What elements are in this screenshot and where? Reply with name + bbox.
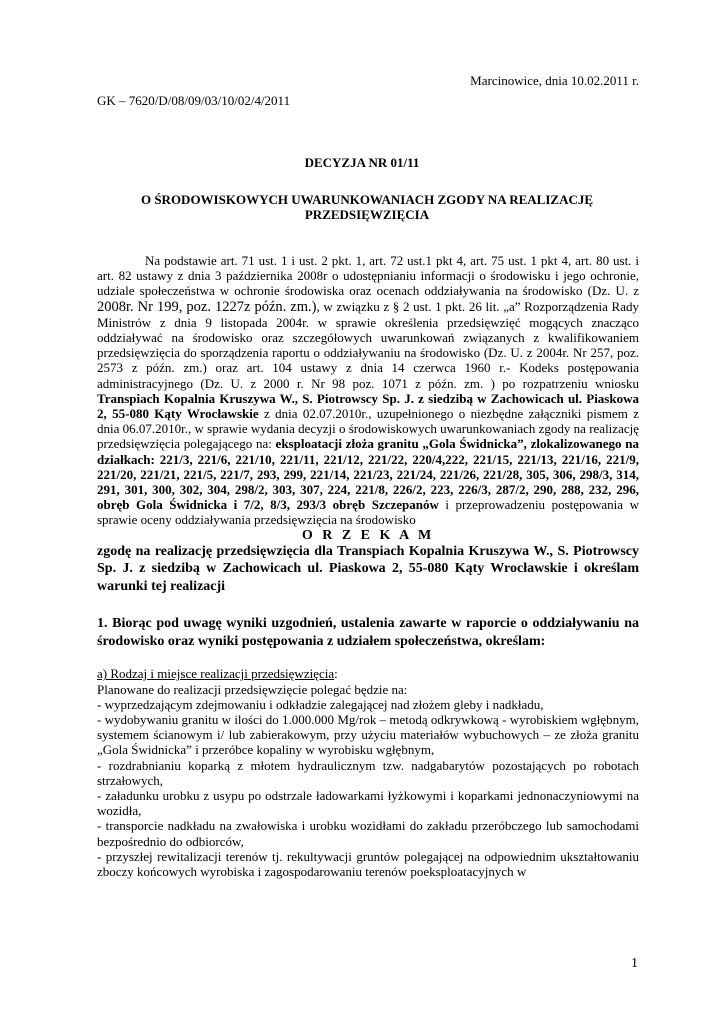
list-item: - załadunku urobku z usypu po odstrzale ładowarkami łyżkowymi i koparkami jednonaczyniowymi na wozidła, bbox=[97, 787, 639, 819]
subsection-a-title: a) Rodzaj i miejsce realizacji przedsięwzięcia bbox=[97, 666, 335, 682]
page-number: 1 bbox=[631, 956, 638, 971]
subsection-a-intro: Planowane do realizacji przedsięwzięcie polegać będzie na: bbox=[97, 681, 408, 697]
project-description: eksploatacji złoża granitu „Gola Świdnicka”, zlokalizowanego na działkach: 221/3, 221/6, 221/10, 221/11, 221/12, 221/22, 220/4,222, 221/15, 221/13, 221/16, 221/9, 221/20, 221/21, 221/5, 221/7, 293, 299, 221/14, 221/23, 221/24, 221/26, 221/28, 305, 306, 298/3, 314, 291, 301, 300, 302, 304, 298/2, 303, 307, 224, 221/8, 226/2, 223, 226/3, 287/2, 290, 288, 232, 296, obręb Gola Świdnicka i 7/2, 8/3, 293/3 obręb Szczepanów bbox=[97, 436, 639, 513]
decision-subtitle: O ŚRODOWISKOWYCH UWARUNKOWANIACH ZGODY NA REALIZACJĘ PRZEDSIĘWZIĘCIA bbox=[140, 192, 594, 222]
list-item: - transporcie nadkładu na zwałowiska i urobku wozidłami do zakładu przeróbczego lub samochodami bezpośrednio do odbiorców, bbox=[97, 818, 639, 849]
document-body bbox=[97, 253, 639, 879]
subsection-a-heading bbox=[97, 666, 639, 681]
place-date: Marcinowice, dnia 10.02.2011 r. bbox=[470, 73, 639, 88]
section-1-heading: 1. Biorąc pod uwagę wyniki uzgodnień, ustalenia zawarte w raporcie o oddziaływaniu na środowisko oraz wyniki postępowania z udziałem społeczeństwa, określam: bbox=[97, 616, 639, 649]
legal-basis-text: Na podstawie art. 71 ust. 1 i ust. 2 pkt. 1, art. 72 ust.1 pkt 4, art. 75 ust. 1 pkt 4, art. 80 ust. i art. 82 ustawy z dnia 3 października 2008r o udostępnianiu informacji o środowisku i jego ochronie, udziale społeczeństwa w ochronie środowiska oraz ocenach oddziaływania na środowisko (Dz. U. z bbox=[97, 253, 639, 299]
list-item: - wyprzedzającym zdejmowaniu i odkładzie zalegającej nad złożem gleby i nadkładu, bbox=[97, 696, 544, 712]
list-item: - rozdrabnianiu koparką z młotem hydraulicznym tzw. nadgabarytów pozostających po robotach strzałowych, bbox=[97, 757, 639, 788]
intro-paragraph bbox=[97, 253, 639, 528]
procedure-text: i przeprowadzeniu postępowania w sprawie oceny oddziaływania przedsięwzięcia na środowisko bbox=[97, 497, 639, 528]
list-item: - wydobywaniu granitu w ilości do 1.000.000 Mg/rok – metodą odkrywkową - wyrobiskiem wgłębnym, systemem ścianowym i/ lub zabierakowym, przy użyciu materiałów wybuchowych – ze złoża granitu „Gola Świdnicka” i przeróbce kopaliny w wyrobisku wgłębnym, bbox=[97, 711, 639, 758]
legal-basis-citation: 2008r. Nr 199, poz. 1227z późn. zm.) bbox=[97, 298, 317, 315]
applicant-name: Transpiach Kopalnia Kruszywa W., S. Piotrowscy Sp. J. z siedzibą w Zachowicach ul. Piaskowa 2, 55-080 Kąty Wrocławskie bbox=[97, 390, 639, 422]
subsection-a-colon: : bbox=[334, 666, 338, 682]
orzekam-heading: O R Z E K A M bbox=[301, 527, 435, 543]
legal-basis-continued: , w związku z § 2 ust. 1 pkt. 26 lit. „a” Rozporządzenia Rady Ministrów z dnia 9 listopada 2004r. w sprawie określenia przedsięwzięć mogących znacząco oddziaływać na środowisko oraz szczegółowych uwarunkowań związanych z kwalifikowaniem przedsięwzięcia do sporządzenia raportu o oddziaływaniu na środowisko (Dz. U. z 2004r. Nr 257, poz. 2573 z późn. zm.) oraz art. 104 ustawy z dnia 14 czerwca 1960 r.- Kodeks postępowania administracyjnego (Dz. U. z 2000 r. Nr 98 poz. 1071 z późn. zm. ) po rozpatrzeniu wniosku bbox=[97, 298, 639, 391]
page-title: DECYZJA NR 01/11 bbox=[304, 155, 420, 170]
list-item: - przyszłej rewitalizacji terenów tj. rekultywacji gruntów polegającej na odpowiednim ukształtowaniu zboczy końcowych wyrobiska i zagospodarowaniu terenów poeksploatacyjnych w bbox=[97, 848, 639, 879]
case-number: GK – 7620/D/08/09/03/10/02/4/2011 bbox=[97, 93, 291, 108]
decision-statement: zgodę na realizację przedsięwzięcia dla Transpiach Kopalnia Kruszywa W., S. Piotrowscy Sp. J. z siedzibą w Zachowicach ul. Piaskowa 2, 55-080 Kąty Wrocławskie i określam warunki tej realizacji bbox=[97, 543, 639, 594]
application-details: z dnia 02.07.2010r., uzupełnionego o niezbędne załączniki pismem z dnia 06.07.2010r., w sprawie wydania decyzji o środowiskowych uwarunkowaniach zgody na realizację przedsięwzięcia polegającego na: bbox=[97, 406, 640, 452]
